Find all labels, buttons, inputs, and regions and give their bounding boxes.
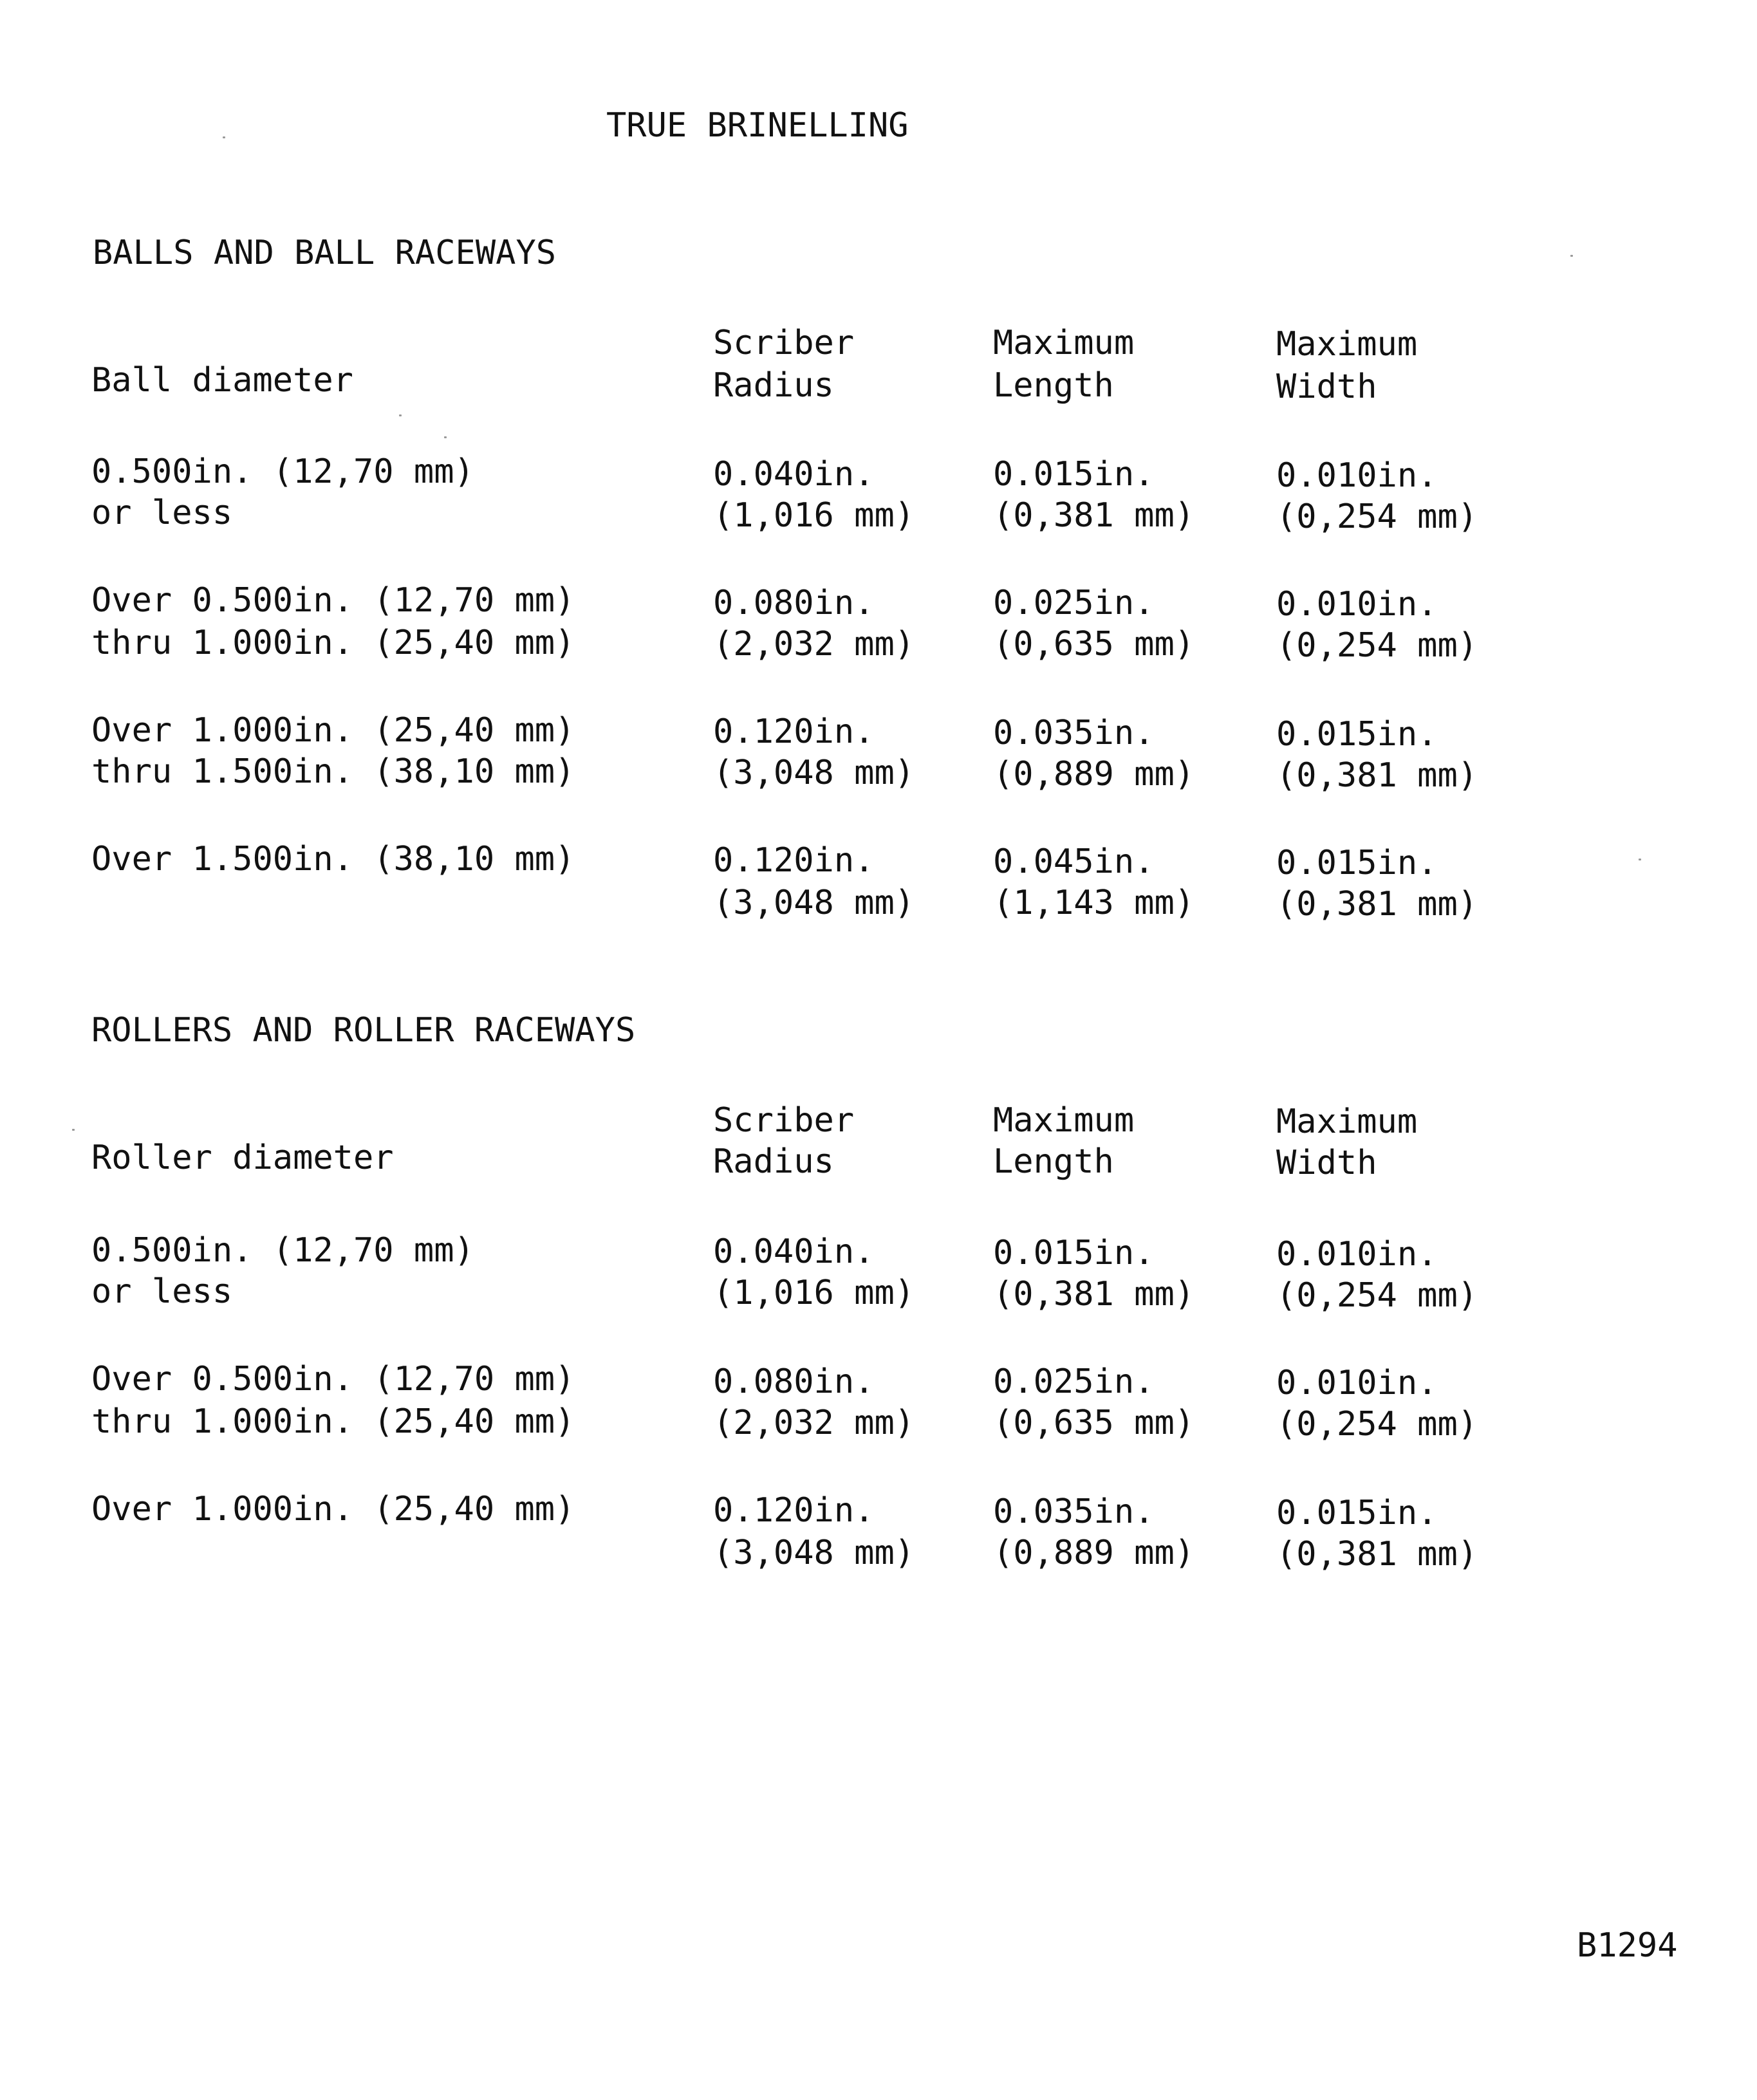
width-cell-line1: 0.010in. <box>1276 456 1438 495</box>
scriber-cell-line2: (1,016 mm) <box>713 496 915 535</box>
length-cell-line1: 0.025in. <box>993 1362 1155 1401</box>
diameter-cell-line1: 0.500in. (12,70 mm) <box>91 452 474 491</box>
diameter-cell-line2: thru 1.000in. (25,40 mm) <box>91 1402 575 1441</box>
length-cell-line2: (1,143 mm) <box>993 884 1195 922</box>
scan-speck <box>1639 859 1641 860</box>
length-cell-line2: (0,889 mm) <box>993 1534 1195 1572</box>
width-cell-line1: 0.015in. <box>1276 844 1438 882</box>
column-header-roller-diameter: Roller diameter <box>91 1138 394 1177</box>
column-header-length-line1: Maximum <box>993 324 1135 362</box>
length-cell-line1: 0.035in. <box>993 1492 1155 1531</box>
column-header-ball-diameter: Ball diameter <box>91 361 353 400</box>
column-header-length-line2: Length <box>993 366 1114 405</box>
width-cell-line1: 0.010in. <box>1276 1235 1438 1274</box>
scan-speck <box>444 436 447 438</box>
column-header-width-line2: Width <box>1276 367 1377 406</box>
scriber-cell-line2: (2,032 mm) <box>713 1404 915 1442</box>
length-cell-line1: 0.045in. <box>993 842 1155 881</box>
page-title: TRUE BRINELLING <box>606 106 909 145</box>
scan-speck <box>399 414 402 416</box>
width-cell-line1: 0.015in. <box>1276 1494 1438 1532</box>
diameter-cell-line1: Over 0.500in. (12,70 mm) <box>91 1360 575 1398</box>
column-header-width-line1: Maximum <box>1276 325 1418 364</box>
column-header-width-line2: Width <box>1276 1144 1377 1182</box>
diameter-cell-line1: Over 1.000in. (25,40 mm) <box>91 711 575 750</box>
diameter-cell-line1: Over 0.500in. (12,70 mm) <box>91 581 575 620</box>
width-cell-line2: (0,254 mm) <box>1276 626 1478 665</box>
scan-speck <box>72 1129 75 1131</box>
length-cell-line2: (0,381 mm) <box>993 496 1195 535</box>
length-cell-line1: 0.015in. <box>993 1234 1155 1272</box>
diameter-cell-line2: or less <box>91 1272 233 1311</box>
width-cell-line1: 0.010in. <box>1276 1364 1438 1402</box>
length-cell-line2: (0,635 mm) <box>993 1404 1195 1442</box>
length-cell-line2: (0,635 mm) <box>993 625 1195 664</box>
scriber-cell-line1: 0.120in. <box>713 712 875 751</box>
column-header-width-line1: Maximum <box>1276 1102 1418 1141</box>
column-header-scriber-line2: Radius <box>713 1142 834 1181</box>
width-cell-line1: 0.010in. <box>1276 585 1438 624</box>
length-cell-line2: (0,381 mm) <box>993 1275 1195 1314</box>
scriber-cell-line2: (1,016 mm) <box>713 1274 915 1312</box>
width-cell-line2: (0,254 mm) <box>1276 1405 1478 1444</box>
scriber-cell-line2: (2,032 mm) <box>713 625 915 664</box>
section-heading-rollers: ROLLERS AND ROLLER RACEWAYS <box>91 1011 636 1050</box>
width-cell-line2: (0,381 mm) <box>1276 885 1478 924</box>
column-header-scriber-line1: Scriber <box>713 1101 855 1140</box>
diameter-cell-line2: thru 1.000in. (25,40 mm) <box>91 624 575 662</box>
width-cell-line1: 0.015in. <box>1276 715 1438 754</box>
scriber-cell-line1: 0.040in. <box>713 455 875 494</box>
length-cell-line1: 0.035in. <box>993 714 1155 752</box>
scriber-cell-line1: 0.080in. <box>713 1362 875 1401</box>
length-cell-line2: (0,889 mm) <box>993 755 1195 794</box>
width-cell-line2: (0,254 mm) <box>1276 1276 1478 1315</box>
diameter-cell-line1: Over 1.500in. (38,10 mm) <box>91 840 575 878</box>
diameter-cell-line1: 0.500in. (12,70 mm) <box>91 1231 474 1270</box>
section-heading-balls: BALLS AND BALL RACEWAYS <box>93 234 557 272</box>
diameter-cell-line1: Over 1.000in. (25,40 mm) <box>91 1490 575 1529</box>
column-header-length-line2: Length <box>993 1142 1114 1181</box>
scan-speck <box>223 136 225 138</box>
length-cell-line1: 0.025in. <box>993 584 1155 622</box>
column-header-length-line1: Maximum <box>993 1101 1135 1140</box>
scriber-cell-line1: 0.040in. <box>713 1232 875 1271</box>
scriber-cell-line1: 0.120in. <box>713 1491 875 1530</box>
scan-speck <box>1570 255 1573 257</box>
scriber-cell-line2: (3,048 mm) <box>713 884 915 922</box>
width-cell-line2: (0,254 mm) <box>1276 497 1478 536</box>
column-header-scriber-line1: Scriber <box>713 324 855 362</box>
scriber-cell-line2: (3,048 mm) <box>713 754 915 792</box>
document-id: B1294 <box>1577 1926 1678 1965</box>
diameter-cell-line2: thru 1.500in. (38,10 mm) <box>91 752 575 791</box>
diameter-cell-line2: or less <box>91 494 233 532</box>
scriber-cell-line1: 0.120in. <box>713 841 875 880</box>
length-cell-line1: 0.015in. <box>993 455 1155 494</box>
scriber-cell-line1: 0.080in. <box>713 584 875 622</box>
column-header-scriber-line2: Radius <box>713 366 834 405</box>
width-cell-line2: (0,381 mm) <box>1276 756 1478 795</box>
scriber-cell-line2: (3,048 mm) <box>713 1534 915 1572</box>
width-cell-line2: (0,381 mm) <box>1276 1535 1478 1574</box>
